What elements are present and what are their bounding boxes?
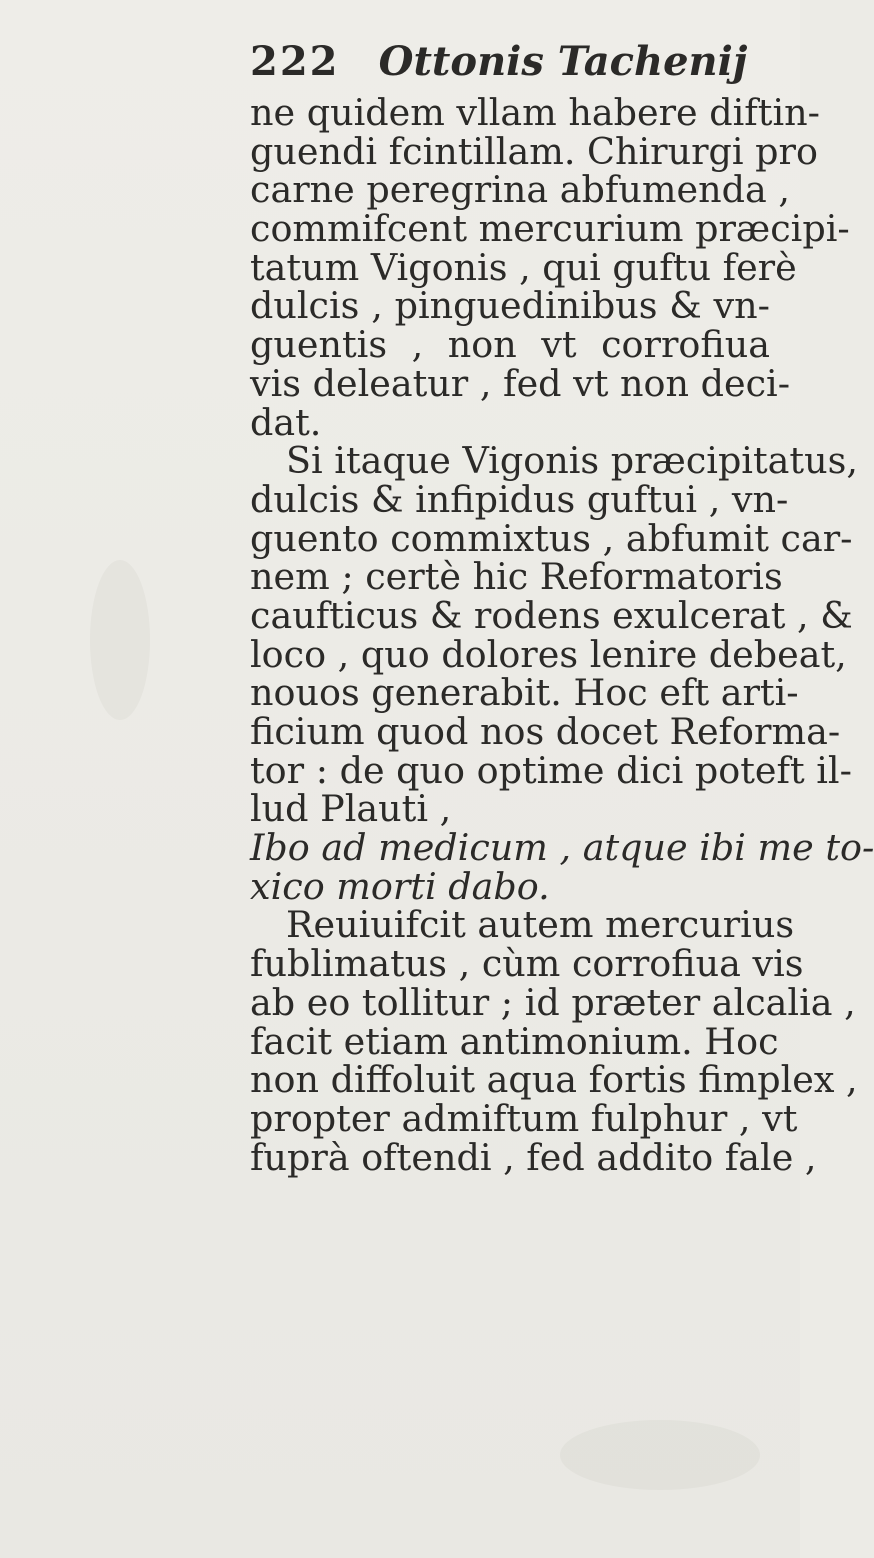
text-line: guento commixtus , abfumit car-: [250, 516, 853, 560]
text-line: ne quidem vllam habere diftin-: [250, 91, 820, 134]
text-line: nem ; certè hic Reformatoris: [250, 555, 783, 599]
text-line: fublimatus , cùm corrofiua vis: [250, 942, 804, 986]
text-line: fuprà oftendi , fed addito fale ,: [250, 1135, 817, 1179]
text-line: xico morti dabo.: [250, 864, 550, 908]
text-line: Reuiuifcit autem mercurius: [286, 903, 795, 947]
text-line: tor : de quo optime dici poteft il-: [250, 748, 852, 792]
text-line: non diffoluit aqua fortis fimplex ,: [250, 1058, 858, 1102]
page-number: 222: [250, 38, 340, 85]
text-line: carne peregrina abfumenda ,: [250, 168, 790, 212]
text-line: dulcis , pinguedinibus & vn-: [250, 284, 770, 328]
text-line: lud Plauti ,: [250, 787, 452, 831]
text-line: ficium quod nos docet Reforma-: [250, 710, 841, 753]
text-line: vis deleatur , fed vt non deci-: [250, 361, 791, 405]
text-line: facit etiam antimonium. Hoc: [250, 1019, 779, 1063]
running-title: Ottonis Tachenij: [378, 38, 748, 85]
text-line: propter admiftum fulphur , vt: [250, 1096, 798, 1140]
text-line: ab eo tollitur ; id præter alcalia ,: [250, 980, 856, 1024]
body-text: [250, 91, 874, 1179]
page-header: [250, 38, 747, 98]
text-line: Si itaque Vigonis præcipitatus,: [286, 439, 858, 483]
text-line: caufticus & rodens exulcerat , &: [250, 593, 853, 637]
text-line: commifcent mercurium præcipi-: [250, 207, 850, 251]
paper-stain: [90, 560, 150, 720]
text-line: dat.: [250, 400, 322, 444]
text-line: dulcis & infipidus guftui , vn-: [250, 477, 789, 521]
text-line: Ibo ad medicum , atque ibi me to-: [250, 826, 874, 870]
text-line: loco , quo dolores lenire debeat,: [250, 632, 847, 676]
text-line: tatum Vigonis , qui guftu ferè: [250, 245, 797, 289]
paper-stain: [560, 1420, 760, 1490]
text-line: guentis , non vt corrofiua: [250, 323, 770, 367]
text-line: nouos generabit. Hoc eft arti-: [250, 671, 799, 715]
text-line: guendi fcintillam. Chirurgi pro: [250, 129, 818, 173]
